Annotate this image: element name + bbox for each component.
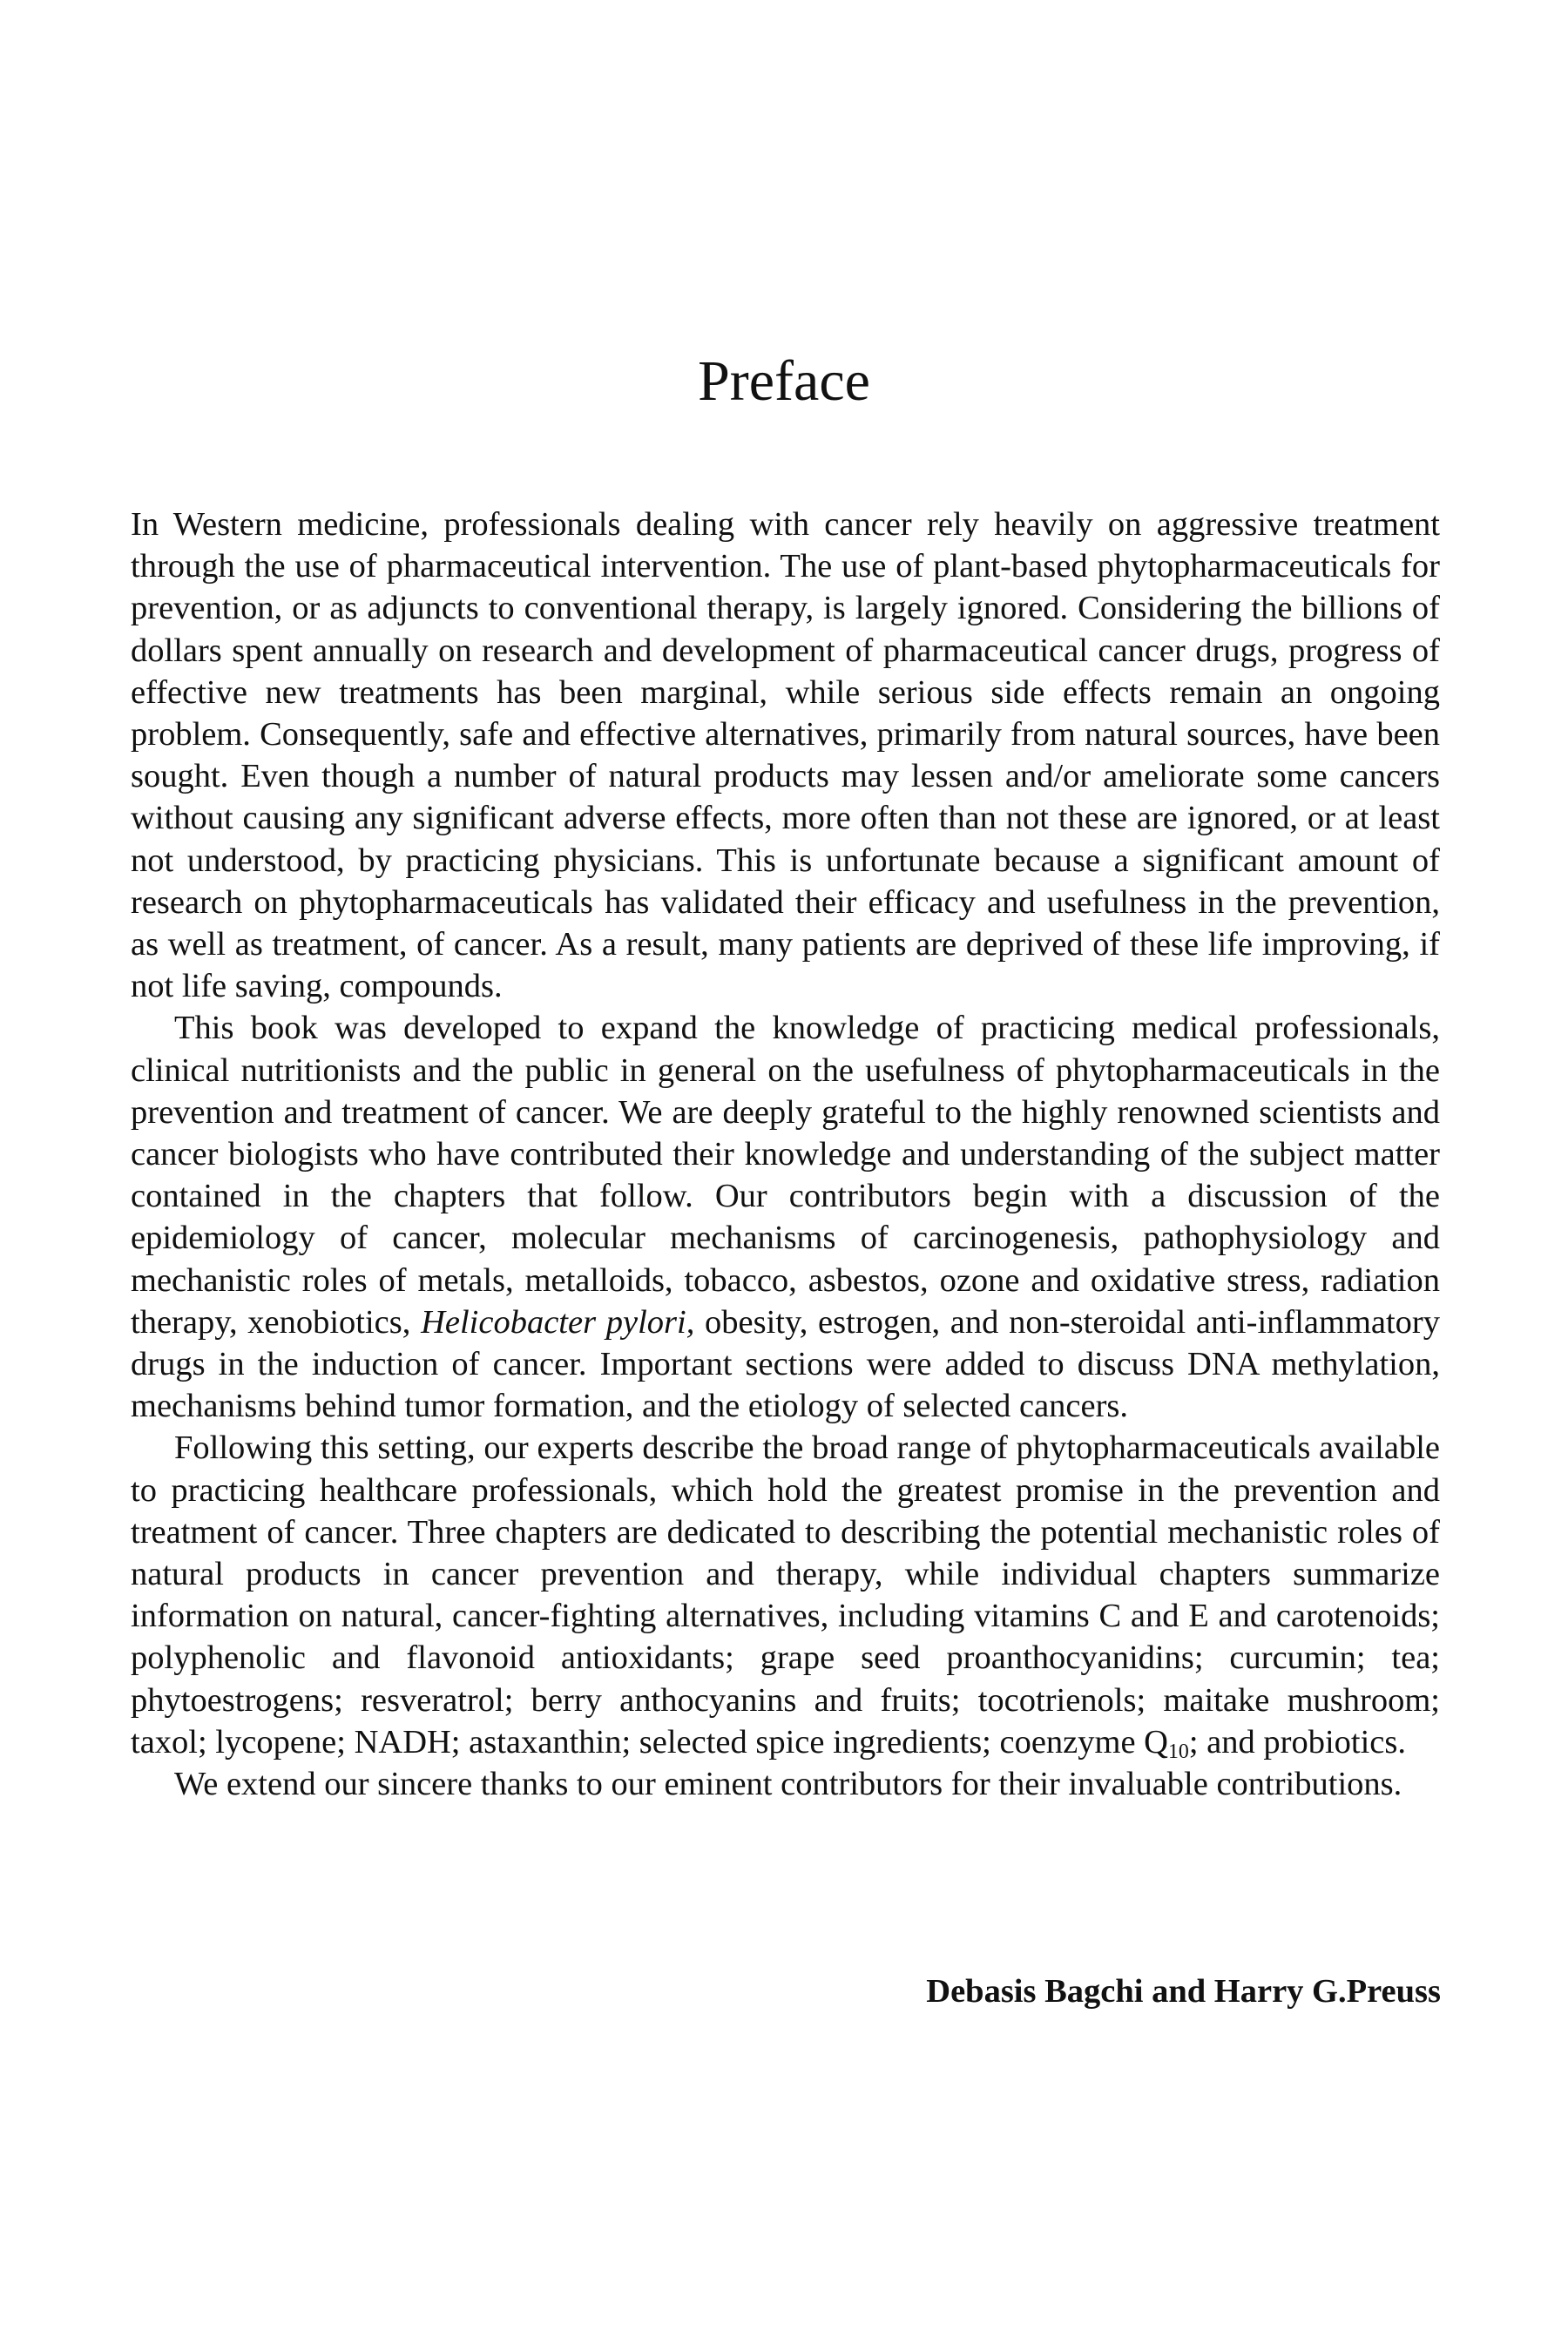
paragraph-phytopharmaceuticals [131,1427,1440,1763]
paragraph-intro: In Western medicine, professionals dealing with cancer rely heavily on aggressive treatment through the use of pharmaceutical intervention. The use of plant-based phytopharmaceuticals for prevention, or as adjuncts to conventional therapy, is largely ignored. Considering the billions of dollars spent annually on research and development of pharmaceutical cancer drugs, progress of effective new treatments has been marginal, while serious side effects remain an ongoing problem. Consequently, safe and effective alternatives, primarily from natural sources, have been sought. Even though a number of natural products may lessen and/or ameliorate some cancers without causing any significant adverse effects, more often than not these are ignored, or at least not understood, by practicing physicians. This is unfortunate because a significant amount of research on phytopharmaceuticals has validated their efficacy and usefulness in the prevention, as well as treatment, of cancer. As a result, many patients are deprived of these life improving, if not life saving, compounds. [131,506,1440,1005]
paragraph-thanks: We extend our sincere thanks to our eminent contributors for their invaluable contributions. [174,1766,1402,1803]
page-title: Preface [698,349,870,413]
paragraph-text: Following this setting, our experts describe the broad range of phytopharmaceuticals available to practicing healthcare professionals, which hold the greatest promise in the prevention and treatment of cancer. Three chapters are dedicated to describing the potential mechanistic roles of natural products in cancer prevention and therapy, while individual chapters summarize information on natural, cancer-fighting alternatives, including vitamins C and E and carotenoids; polyphenolic and flavonoid antioxidants; grape seed proanthocyanidins; curcumin; tea; phytoestrogens; resveratrol; berry anthocyanins and fruits; tocotrienols; maitake mushroom; taxol; lycopene; NADH; astaxanthin; selected spice ingredients; coenzyme Q [131,1429,1440,1761]
author-signature: Debasis Bagchi and Harry G.Preuss [926,1973,1441,2010]
species-name: Helicobacter pylori, [421,1303,695,1341]
paragraph-text: This book was developed to expand the knowledge of practicing medical professionals, clinical nutritionists and the public in general on the usefulness of phytopharmaceuticals in the prevention and treatment of cancer. We are deeply grateful to the highly renowned scientists and cancer biologists who have contributed their knowledge and understanding of the subject matter contained in the chapters that follow. Our contributors begin with a discussion of the epidemiology of cancer, molecular mechanisms of carcinogenesis, pathophysiology and mechanistic roles of metals, metalloids, tobacco, asbestos, ozone and oxidative stress, radiation therapy, xenobiotics, [131,1010,1440,1341]
subscript: 10 [1167,1740,1189,1763]
paragraph-book-purpose [131,1007,1440,1427]
paragraph-text: ; and probiotics. [1188,1723,1406,1761]
paragraph-text: obesity, estrogen, and non-steroidal anti-inflammatory drugs in the induction of cancer. Important sections were added to discuss DNA methylation, mechanisms behind tumor formation, and the etiology of selected cancers. [131,1303,1440,1425]
preface-body [131,504,1440,1805]
